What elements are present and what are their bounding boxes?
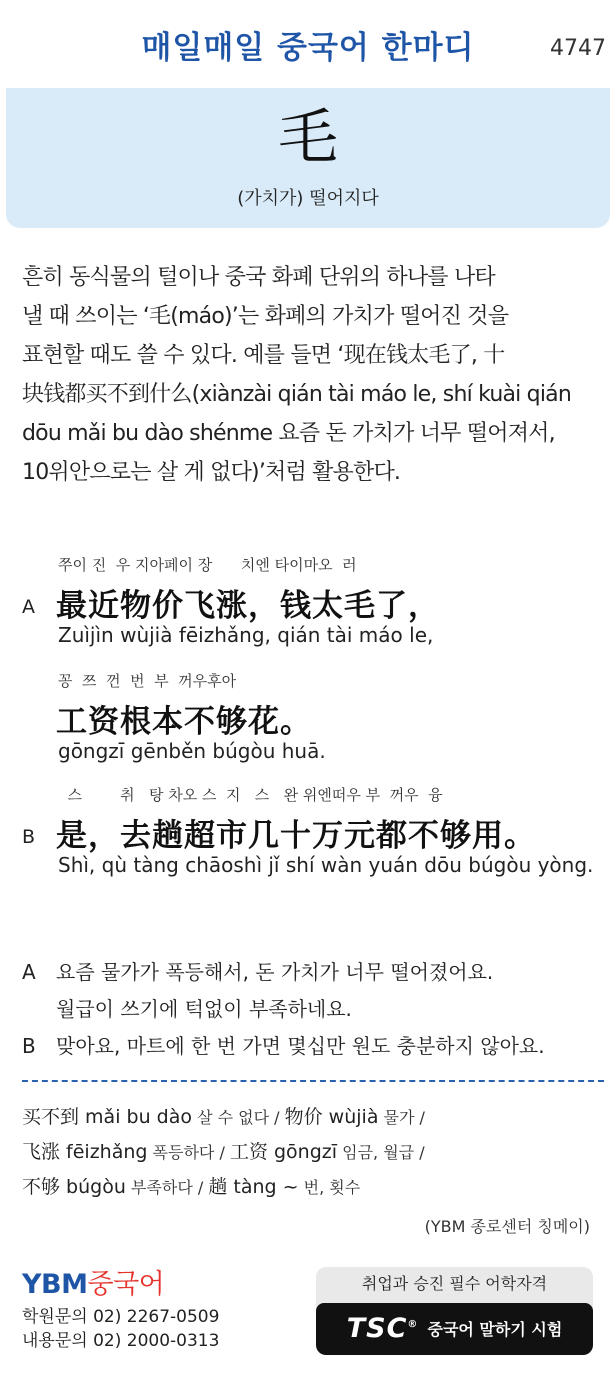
ybm-logo[interactable] [22,1262,219,1301]
translation-row [22,954,612,991]
translation-row [22,1028,612,1065]
chinese-sentence: 工资根本不够花。 [56,704,312,740]
vocab-term: 不够 búgòu [22,1176,126,1198]
badge-subtitle: 중국어 말하기 시험 [427,1320,563,1339]
footer-brand [22,1262,219,1353]
contact-academy: 학원문의 02) 2267-0509 [22,1307,220,1327]
intro-line: dōu mǎi bu dào shénme 요즘 돈 가치가 너무 떨어져서, [22,421,555,446]
vocab-meaning: 폭등하다 / [147,1143,230,1162]
dashed-divider [22,1080,604,1082]
vocab-row [22,1100,608,1135]
badge-caption: 취업과 승진 필수 어학자격 [361,1274,548,1293]
chinese-sentence: 最近物价飞涨，钱太毛了， [56,588,440,624]
key-meaning: (가치가) 떨어지다 [237,188,379,209]
vocab-meaning: 임금, 월급 / [337,1143,425,1162]
intro-line: 10위안으로는 살 게 없다)’처럼 활용한다. [22,460,401,485]
translation-block [22,954,612,1065]
intro-line: 낼 때 쓰이는 ‘毛(máo)’는 화폐의 가치가 떨어진 것을 [22,304,509,329]
vocab-meaning: 살 수 없다 / [191,1108,285,1127]
hero-banner [6,88,610,228]
vocab-term: 飞涨 fēizhǎng [22,1141,148,1163]
intro-line: 块钱都买不到什么(xiànzài qián tài máo le, shí kuài qián [22,382,571,407]
vocab-term: 工资 gōngzī [229,1141,338,1163]
brand-ybm: YBM [22,1269,88,1300]
brand-chinese: 중국어 [87,1269,165,1300]
pinyin-line: gōngzī gēnběn búgòu huā. [58,739,326,763]
intro-line: 표현할 때도 쓸 수 있다. 예를 들면 ‘现在钱太毛了, 十 [22,343,505,368]
ruby-reading: 스 취 탕 차오 스 지 스 완 위엔떠우 부 꺼우 융 [58,786,443,804]
vocab-meaning: 부족하다 / [125,1178,209,1197]
contact-content: 내용문의 02) 2000-0313 [22,1331,220,1351]
issue-number: 4747 [550,36,606,61]
key-character: 毛 [278,103,338,173]
vocab-meaning: 번, 횟수 [298,1178,361,1197]
speaker-label: A [22,960,36,984]
speaker-label: B [22,826,36,848]
vocab-row [22,1135,608,1170]
author-credit: (YBM 종로센터 칭메이) [424,1217,590,1236]
ruby-reading: 꽁 쯔 껀 번 부 꺼우후아 [58,672,237,690]
vocab-row [22,1170,608,1205]
translation-text: 요즘 물가가 폭등해서, 돈 가치가 너무 떨어졌어요. [56,960,494,984]
translation-text: 맞아요, 마트에 한 번 가면 몇십만 원도 충분하지 않아요. [56,1034,545,1058]
ruby-reading: 쭈이 진 우 지아페이 장 치엔 타이마오 러 [58,556,357,574]
tsc-badge[interactable] [316,1267,593,1355]
tsc-logo: TSC® [346,1313,419,1344]
speaker-label: B [22,1034,36,1058]
header [0,0,616,88]
vocab-meaning: 물가 / [378,1108,425,1127]
page-title: 매일매일 중국어 한마디 [141,30,475,66]
badge-bar [316,1303,593,1355]
vocab-term: 物价 wùjià [284,1106,379,1128]
translation-text: 월급이 쓰기에 턱없이 부족하네요. [56,997,352,1021]
vocab-term: 买不到 mǎi bu dào [22,1106,192,1128]
intro-line: 흔히 동식물의 털이나 중국 화폐 단위의 하나를 나타 [22,265,495,290]
translation-row [22,991,612,1028]
speaker-label: A [22,596,35,618]
chinese-sentence: 是，去趟超市几十万元都不够用。 [56,818,536,854]
intro-paragraph [22,258,608,492]
vocab-term: 趟 tàng ~ [208,1176,299,1198]
pinyin-line: Zuìjìn wùjià fēizhǎng, qián tài máo le, [58,623,434,647]
vocabulary-list [22,1100,608,1205]
pinyin-line: Shì, qù tàng chāoshì jǐ shí wàn yuán dōu búgòu yòng. [58,853,594,877]
